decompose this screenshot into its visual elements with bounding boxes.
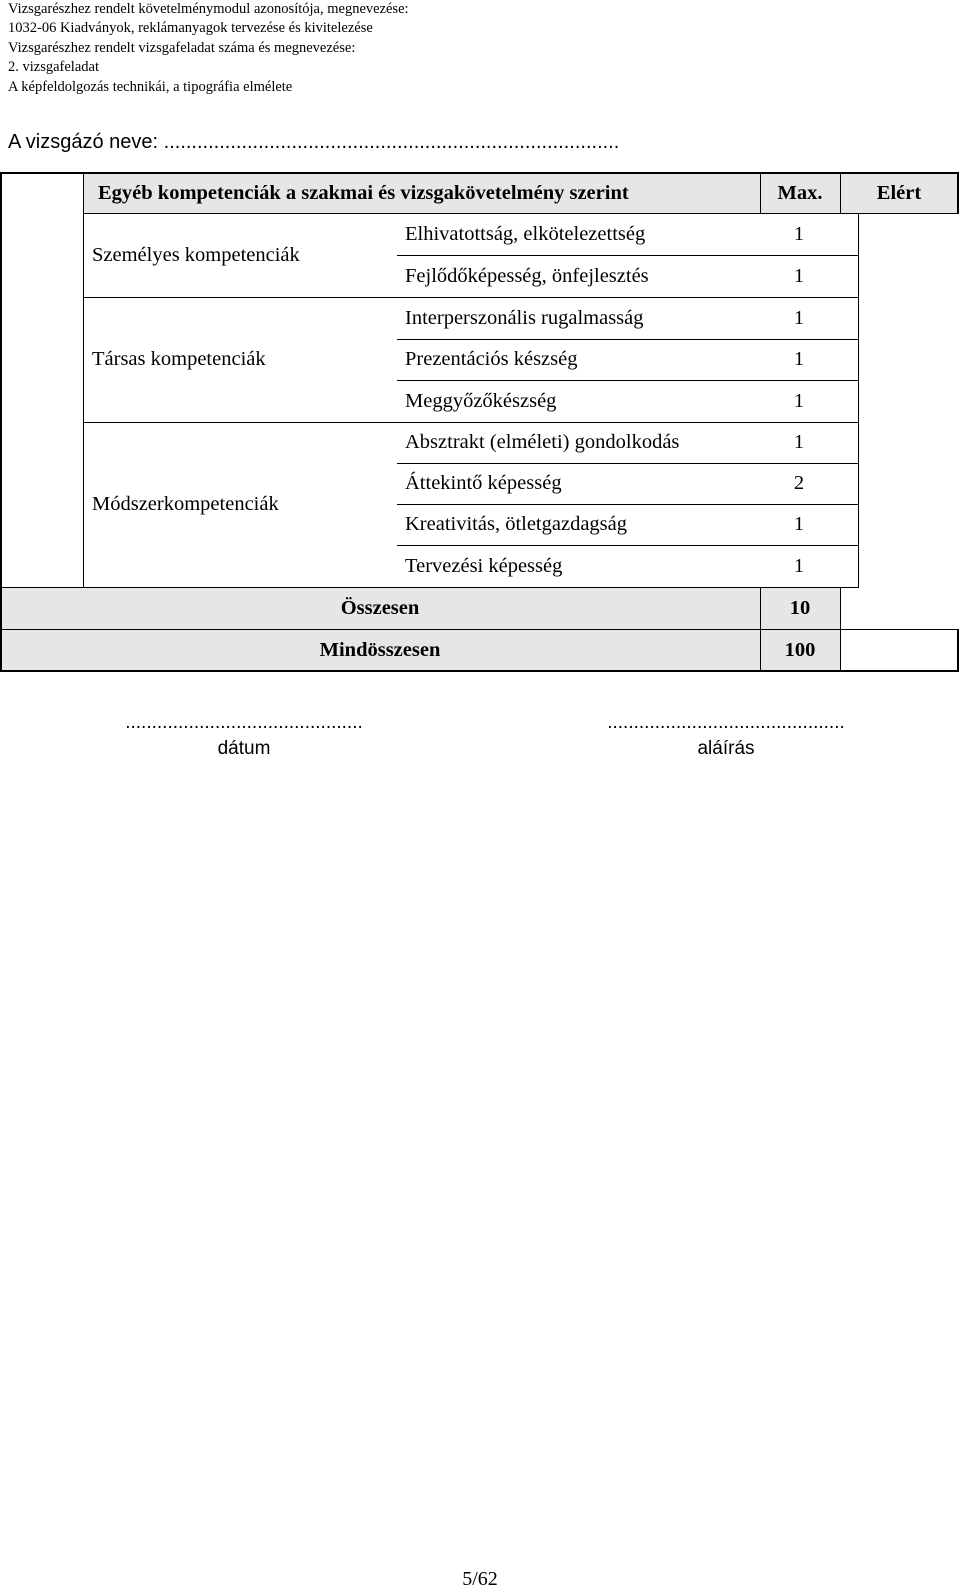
item-max: 1 (793, 513, 805, 535)
item-max: 1 (793, 223, 805, 245)
group-label-social: Társas kompetenciák (92, 348, 266, 370)
column-header-max: Max. (777, 181, 823, 204)
header-line: Vizsgarészhez rendelt vizsgafeladat száma és megnevezése: (8, 39, 356, 56)
competency-table (0, 172, 959, 680)
signature-label: aláírás (697, 738, 755, 759)
item-max: 1 (793, 554, 805, 577)
subtotal-value: 10 (789, 596, 811, 619)
item-label: Meggyőzőkészség (405, 389, 557, 412)
header-line: 1032-06 Kiadványok, reklámanyagok tervezése és kivitelezése (8, 20, 373, 37)
item-max: 1 (793, 389, 805, 412)
item-label: Elhivatottság, elkötelezettség (405, 223, 646, 245)
header-line: 2. vizsgafeladat (8, 59, 99, 76)
item-label: Fejlődőképesség, önfejlesztés (405, 264, 649, 287)
total-label: Mindösszesen (319, 638, 441, 661)
total-value: 100 (784, 638, 816, 661)
item-label: Absztrakt (elméleti) gondolkodás (405, 431, 680, 453)
date-label: dátum (217, 738, 271, 759)
item-max: 1 (793, 264, 805, 287)
item-max: 2 (793, 472, 805, 494)
examinee-name-field: A vizsgázó neve: .................................................................................. (8, 131, 620, 153)
group-label-methodological: Módszerkompetenciák (92, 493, 279, 515)
item-max: 1 (793, 348, 805, 370)
signature-dots: ............................................. (607, 712, 845, 733)
item-label: Interperszonális rugalmasság (405, 306, 644, 329)
date-dots: ............................................. (125, 712, 363, 733)
item-label: Kreativitás, ötletgazdagság (405, 513, 627, 535)
column-header-achieved: Elért (876, 181, 922, 204)
group-label-personal: Személyes kompetenciák (92, 244, 300, 266)
table-heading: Egyéb kompetenciák a szakmai és vizsgakövetelmény szerint (98, 181, 629, 204)
item-max: 1 (793, 306, 805, 329)
item-max: 1 (793, 431, 805, 453)
document-header (8, 0, 409, 97)
header-line: Vizsgarészhez rendelt követelménymodul azonosítója, megnevezése: (8, 1, 409, 17)
subtotal-label: Összesen (340, 596, 420, 619)
item-label: Tervezési képesség (405, 554, 563, 577)
page-number: 5/62 (462, 1568, 498, 1590)
header-line: A képfeldolgozás technikái, a tipográfia elmélete (8, 78, 293, 95)
item-label: Prezentációs készség (405, 348, 578, 370)
item-label: Áttekintő képesség (405, 472, 562, 494)
